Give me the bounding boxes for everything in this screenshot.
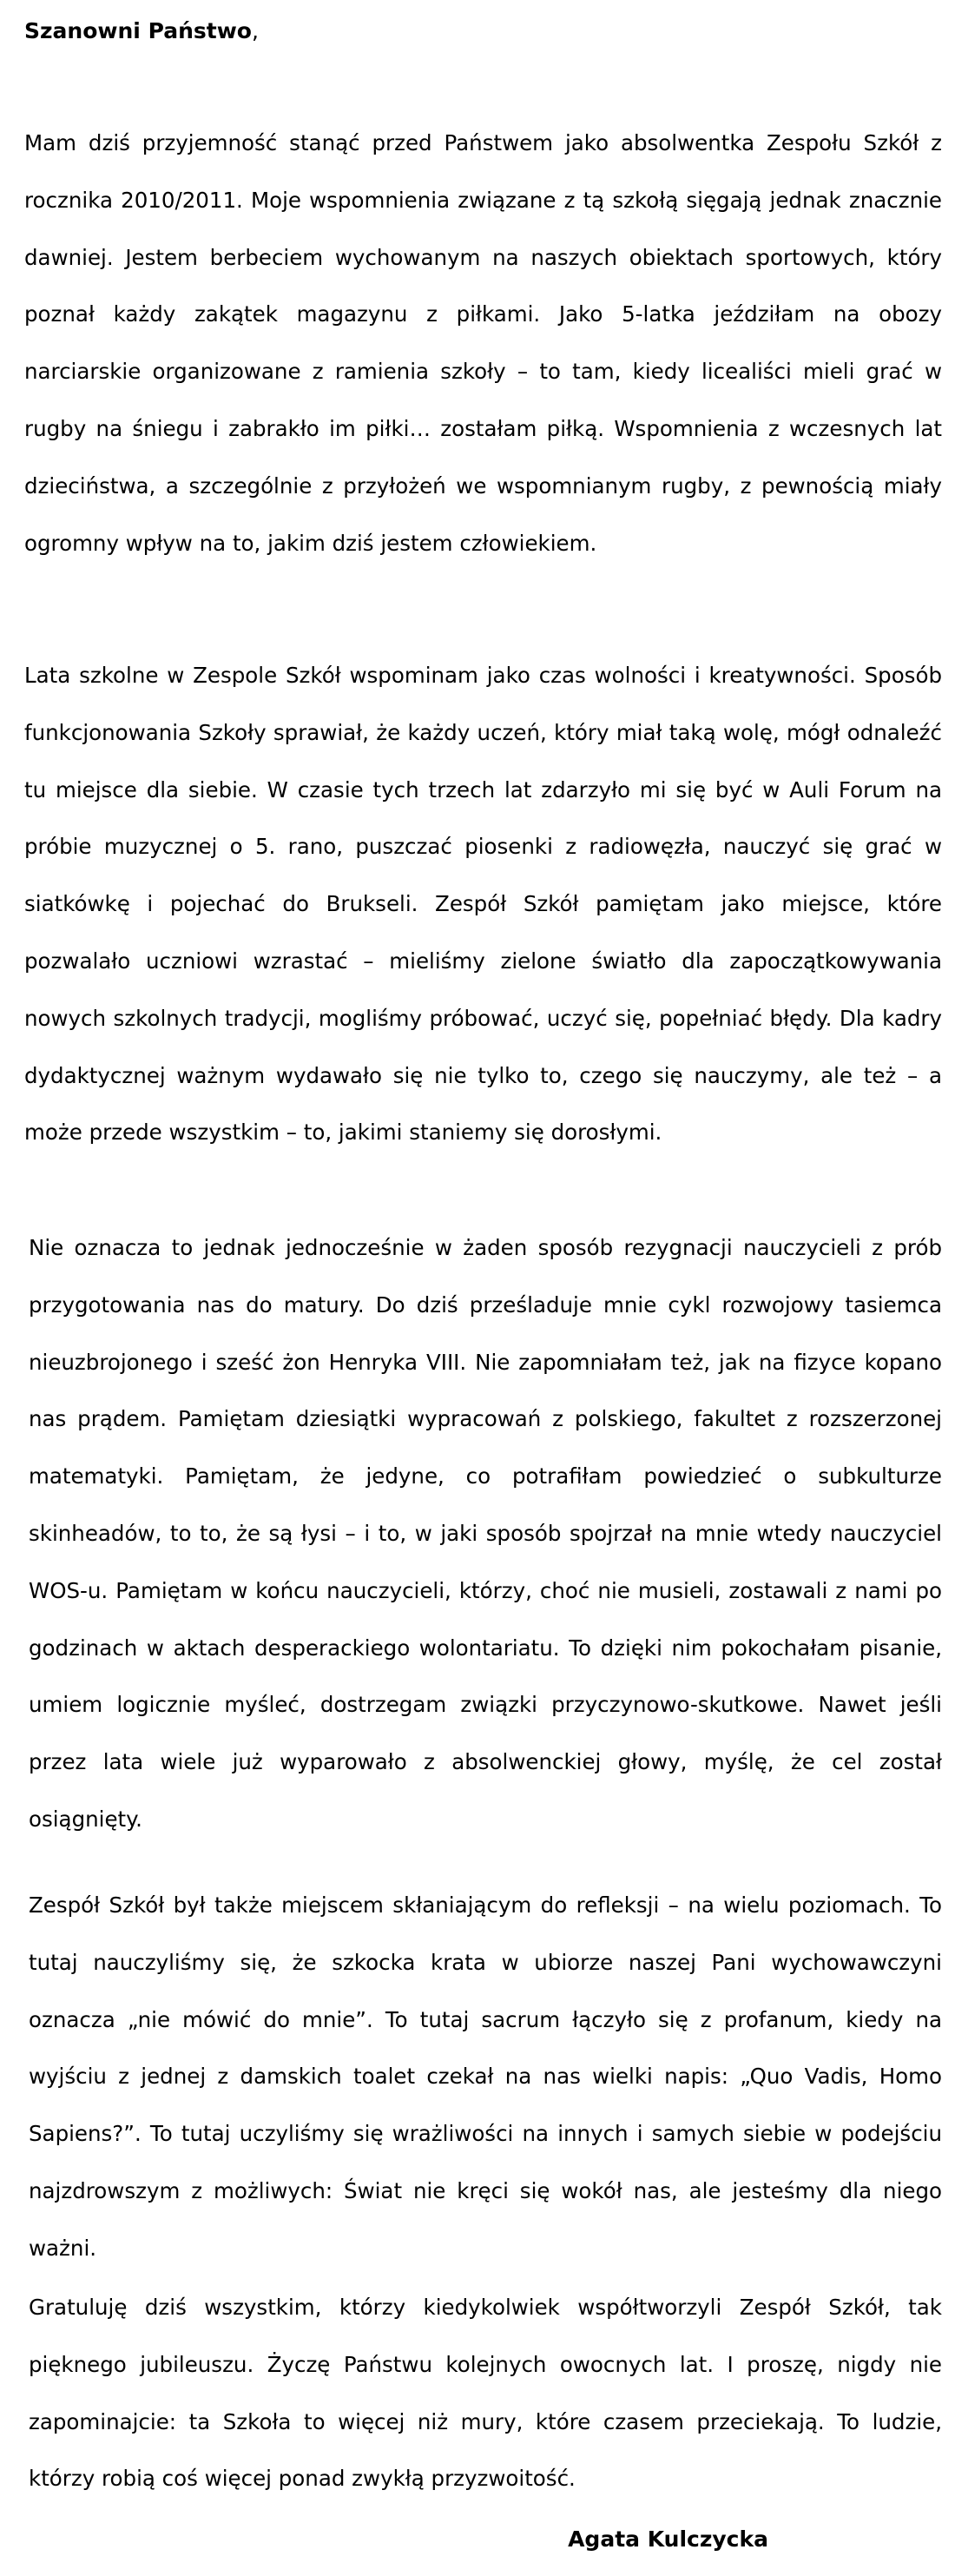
salutation-name: Szanowni Państwo [24, 18, 252, 43]
paragraph-intro: Mam dziś przyjemność stanąć przed Państwem jako absolwentka Zespołu Szkół z rocznika 2010/2011. Moje wspomnienia związane z tą szkołą sięgają jednak znacznie dawniej. Jestem berbeciem wychowanym na naszych obiektach sportowych, który poznał każdy zakątek magazynu z piłkami. Jako 5-latka jeździłam na obozy narciarskie organizowane z ramienia szkoły – to tam, kiedy licealiści mieli grać w rugby na śniegu i zabrakło im piłki… zostałam piłką. Wspomnienia z wczesnych lat dzieciństwa, a szczególnie z przyłożeń we wspomnianym rugby, z pewnością miały ogromny wpływ na to, jakim dziś jestem człowiekiem. [24, 130, 942, 556]
paragraph-teachers: Nie oznacza to jednak jednocześnie w żaden sposób rezygnacji nauczycieli z prób przygotowania nas do matury. Do dziś prześladuje mnie cykl rozwojowy tasiemca nieuzbrojonego i sześć żon Henryka VIII. Nie zapomniałam też, jak na fizyce kopano nas prądem. Pamiętam dziesiątki wypracowań z polskiego, fakultet z rozszerzonej matematyki. Pamiętam, że jedyne, co potrafiłam powiedzieć o subkulturze skinheadów, to to, że są łysi – i to, w jaki sposób spojrzał na mnie wtedy nauczyciel WOS-u. Pamiętam w końcu nauczycieli, którzy, choć nie musieli, zostawali z nami po godzinach w aktach desperackiego wolontariatu. To dzięki nim pokochałam pisanie, umiem logicznie myśleć, dostrzegam związki przyczynowo-skutkowe. Nawet jeśli przez lata wiele już wyparowało z absolwenckiej głowy, myślę, że cel został osiągnięty. [29, 1235, 942, 1832]
salutation-comma: , [252, 18, 259, 43]
paragraph-reflection: Zespół Szkół był także miejscem skłaniającym do refleksji – na wielu poziomach. To tutaj nauczyliśmy się, że szkocka krata w ubiorze naszej Pani wychowawczyni oznacza „nie mówić do mnie”. To tutaj sacrum łączyło się z profanum, kiedy na wyjściu z jednej z damskich toalet czekał na nas wielki napis: „Quo Vadis, Homo Sapiens?”. To tutaj uczyliśmy się wrażliwości na innych i samych siebie w podejściu najzdrowszym z możliwych: Świat nie kręci się wokół nas, ale jesteśmy dla niego ważni. [29, 1892, 942, 2261]
paragraph-congratulations: Gratuluję dziś wszystkim, którzy kiedykolwiek współtworzyli Zespół Szkół, tak pięknego jubileuszu. Życzę Państwu kolejnych owocnych lat. I proszę, nigdy nie zapominajcie: ta Szkoła to więcej niż mury, które czasem przeciekają. To ludzie, którzy robią coś więcej ponad zwykłą przyzwoitość. [29, 2295, 942, 2492]
signature: Agata Kulczycka [568, 2526, 768, 2552]
paragraph-school-years: Lata szkolne w Zespole Szkół wspominam jako czas wolności i kreatywności. Sposób funkcjonowania Szkoły sprawiał, że każdy uczeń, który miał taką wolę, mógł odnaleźć tu miejsce dla siebie. W czasie tych trzech lat zdarzyło mi się być w Auli Forum na próbie muzycznej o 5. rano, puszczać piosenki z radiowęzła, nauczyć się grać w siatkówkę i pojechać do Brukseli. Zespół Szkół pamiętam jako miejsce, które pozwalało uczniowi wzrastać – mieliśmy zielone światło dla zapoczątkowywania nowych szkolnych tradycji, mogliśmy próbować, uczyć się, popełniać błędy. Dla kadry dydaktycznej ważnym wydawało się nie tylko to, czego się nauczymy, ale też – a może przede wszystkim – to, jakimi staniemy się dorosłymi. [24, 663, 942, 1146]
salutation [24, 16, 259, 47]
